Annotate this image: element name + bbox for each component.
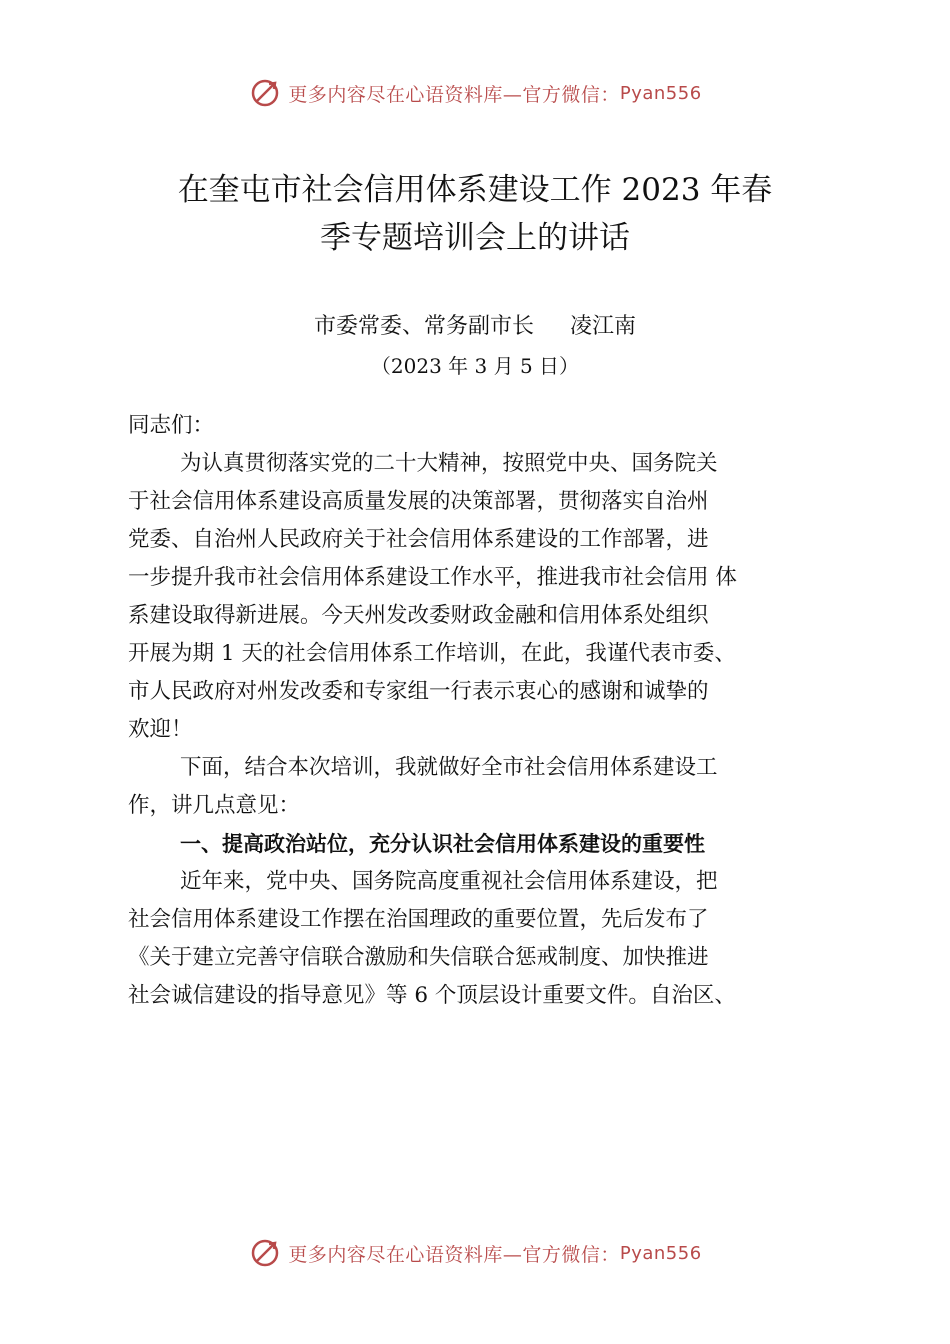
document-title xyxy=(0,166,950,262)
speaker-name: 凌江南 xyxy=(570,314,637,339)
paragraph-line: 社会信用体系建设工作摆在治国理政的重要位置，先后发布了 xyxy=(128,907,709,932)
watermark-logo-icon xyxy=(248,1236,282,1270)
paragraph-line: 系建设取得新进展。今天州发改委财政金融和信用体系处组织 xyxy=(128,603,709,628)
watermark-handle: Pyan556 xyxy=(619,1242,702,1264)
paragraph-line: 市人民政府对州发改委和专家组一行表示衷心的感谢和诚挚的 xyxy=(128,679,709,704)
paragraph-line: 欢迎！ xyxy=(128,717,193,742)
watermark-footer xyxy=(0,1233,950,1273)
speaker-byline xyxy=(0,309,950,345)
paragraph-line: 作，讲几点意见： xyxy=(128,793,301,818)
paragraph-line: 开展为期 1 天的社会信用体系工作培训，在此，我谨代表市委、 xyxy=(128,641,736,666)
paragraph-line: 近年来，党中央、国务院高度重视社会信用体系建设，把 xyxy=(180,869,718,894)
paragraph-line: 于社会信用体系建设高质量发展的决策部署，贯彻落实自治州 xyxy=(128,489,709,514)
watermark-text: 更多内容尽在心语资料库—官方微信： xyxy=(288,1243,620,1266)
section-heading: 一、提高政治站位，充分认识社会信用体系建设的重要性 xyxy=(180,832,705,856)
title-line-2: 季专题培训会上的讲话 xyxy=(320,220,630,256)
paragraph-line: 社会诚信建设的指导意见》等 6 个顶层设计重要文件。自治区、 xyxy=(128,983,736,1008)
paragraph-line: 《关于建立完善守信联合激励和失信联合惩戒制度、加快推进 xyxy=(128,945,709,970)
watermark-logo-icon xyxy=(248,76,282,110)
watermark-header xyxy=(0,73,950,113)
paragraph-line: 为认真贯彻落实党的二十大精神，按照党中央、国务院关 xyxy=(180,451,718,476)
watermark-text: 更多内容尽在心语资料库—官方微信： xyxy=(288,83,620,106)
paragraph-line: 党委、自治州人民政府关于社会信用体系建设的工作部署，进 xyxy=(128,527,709,552)
speaker-position: 市委常委、常务副市长 xyxy=(313,314,534,339)
salutation: 同志们： xyxy=(128,413,215,438)
document-body xyxy=(128,407,828,1015)
speech-date: （2023 年 3 月 5 日） xyxy=(370,354,580,378)
watermark-handle: Pyan556 xyxy=(619,82,702,104)
paragraph-line: 下面，结合本次培训，我就做好全市社会信用体系建设工 xyxy=(180,755,718,780)
title-line-1: 在奎屯市社会信用体系建设工作 2023 年春 xyxy=(177,172,773,208)
paragraph-line: 一步提升我市社会信用体系建设工作水平，推进我市社会信用 体 xyxy=(128,565,737,590)
